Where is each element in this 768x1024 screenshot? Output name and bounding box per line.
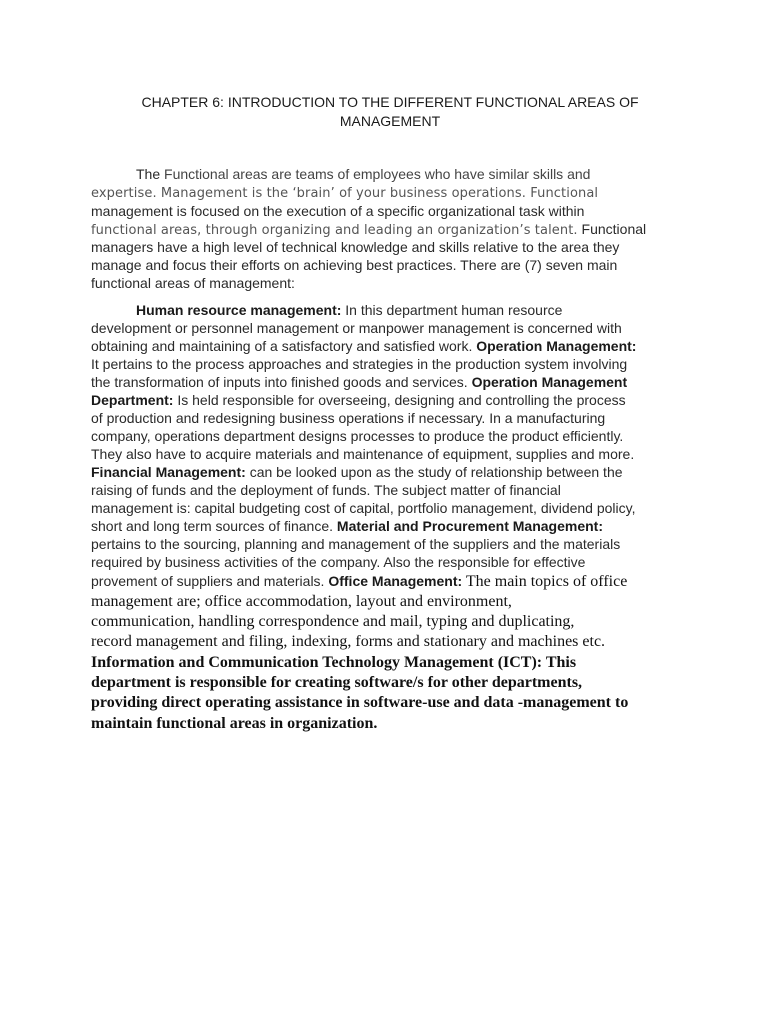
text-run: In this department human resource: [341, 302, 563, 318]
text-line: [91, 392, 626, 410]
text-line: [91, 593, 512, 611]
text-line: [91, 257, 617, 275]
text-line: [91, 694, 628, 712]
text-line: [91, 338, 636, 356]
text-line: [91, 518, 603, 536]
text-run: They also have to acquire materials and maintenance of equipment, supplies and more.: [91, 446, 635, 462]
text-run: The: [136, 166, 161, 182]
text-run: of production and redesigning business operations if necessary. In a manufacturing: [91, 410, 606, 426]
text-line: [136, 302, 562, 320]
text-line: [91, 410, 605, 428]
text-run: management is: capital budgeting cost of capital, portfolio management, dividend policy,: [91, 500, 636, 516]
text-run: management are; office accommodation, layout and environment,: [91, 593, 512, 610]
text-line: [91, 613, 574, 631]
text-run: Office Management:: [328, 573, 463, 589]
text-run: Functional areas are teams of employees who have similar skills and: [160, 166, 591, 182]
text-run: required by business activities of the company. Also the responsible for effective: [91, 554, 586, 570]
text-line: [91, 482, 561, 500]
text-line: [91, 428, 623, 446]
text-run: development or personnel management or manpower management is concerned with: [91, 320, 622, 336]
text-run: It pertains to the process approaches and strategies in the production system involving: [91, 356, 628, 372]
text-line: [91, 633, 605, 651]
text-line: [91, 536, 620, 554]
text-run: Operation Management: [471, 374, 628, 390]
text-run: short and long term sources of finance.: [91, 518, 337, 534]
text-run: pertains to the sourcing, planning and management of the suppliers and the materials: [91, 536, 621, 552]
text-run: functional areas of management:: [91, 275, 295, 291]
title-line-1: CHAPTER 6: INTRODUCTION TO THE DIFFERENT FUNCTIONAL AREAS OF: [141, 94, 639, 110]
text-line: [91, 674, 582, 692]
chapter-title: [90, 93, 690, 131]
title-line-2: MANAGEMENT: [339, 113, 441, 129]
text-line: [91, 221, 646, 239]
text-run: provement of suppliers and materials.: [91, 573, 329, 589]
text-run: Financial Management:: [91, 464, 246, 480]
text-run: Human resource management:: [136, 302, 342, 318]
text-run: Department:: [91, 392, 174, 408]
text-line: [91, 554, 585, 572]
text-line: [91, 573, 627, 591]
text-run: Material and Procurement Management:: [336, 518, 603, 534]
text-line: [91, 500, 636, 518]
text-run: managers have a high level of technical knowledge and skills relative to the area they: [91, 239, 620, 255]
text-line: [136, 166, 590, 184]
text-run: Information and Communication Technology Management (ICT):: [91, 654, 543, 671]
text-run: raising of funds and the deployment of funds. The subject matter of financial: [91, 482, 561, 498]
text-run: This: [542, 654, 577, 671]
text-run: record management and filing, indexing, forms and stationary and machines etc.: [91, 633, 606, 650]
text-run: The main topics of office: [462, 573, 628, 590]
text-line: [91, 464, 623, 482]
text-run: company, operations department designs processes to produce the product efficiently.: [91, 428, 624, 444]
text-line: [91, 184, 598, 202]
text-run: management is focused on the execution of a specific organizational task within: [91, 203, 585, 219]
text-run: functional areas, through organizing and leading an organization’s talent.: [91, 223, 578, 238]
text-run: Is held responsible for overseeing, designing and controlling the process: [173, 392, 626, 408]
text-line: [91, 654, 576, 672]
text-line: [91, 374, 627, 392]
text-run: communication, handling correspondence and mail, typing and duplicating,: [91, 613, 575, 630]
text-run: Functional: [577, 221, 647, 237]
text-run: Operation Management:: [476, 338, 637, 354]
text-run: manage and focus their efforts on achieving best practices. There are (7) seven main: [91, 257, 618, 273]
text-run: providing direct operating assistance in software-use and data -management to: [91, 694, 629, 711]
text-line: [91, 203, 584, 221]
text-line: [91, 446, 634, 464]
text-run: expertise. Management is the ‘brain’ of your business operations. Functional: [91, 186, 599, 201]
text-run: can be looked upon as the study of relationship between the: [245, 464, 623, 480]
text-line: [91, 356, 627, 374]
text-run: department is responsible for creating software/s for other departments,: [91, 674, 583, 691]
text-line: [91, 320, 622, 338]
text-line: [91, 239, 619, 257]
text-run: maintain functional areas in organization.: [91, 715, 378, 732]
text-line: [91, 275, 295, 293]
text-run: obtaining and maintaining of a satisfactory and satisfied work.: [91, 338, 477, 354]
text-run: the transformation of inputs into finished goods and services.: [91, 374, 472, 390]
text-line: [91, 715, 377, 733]
